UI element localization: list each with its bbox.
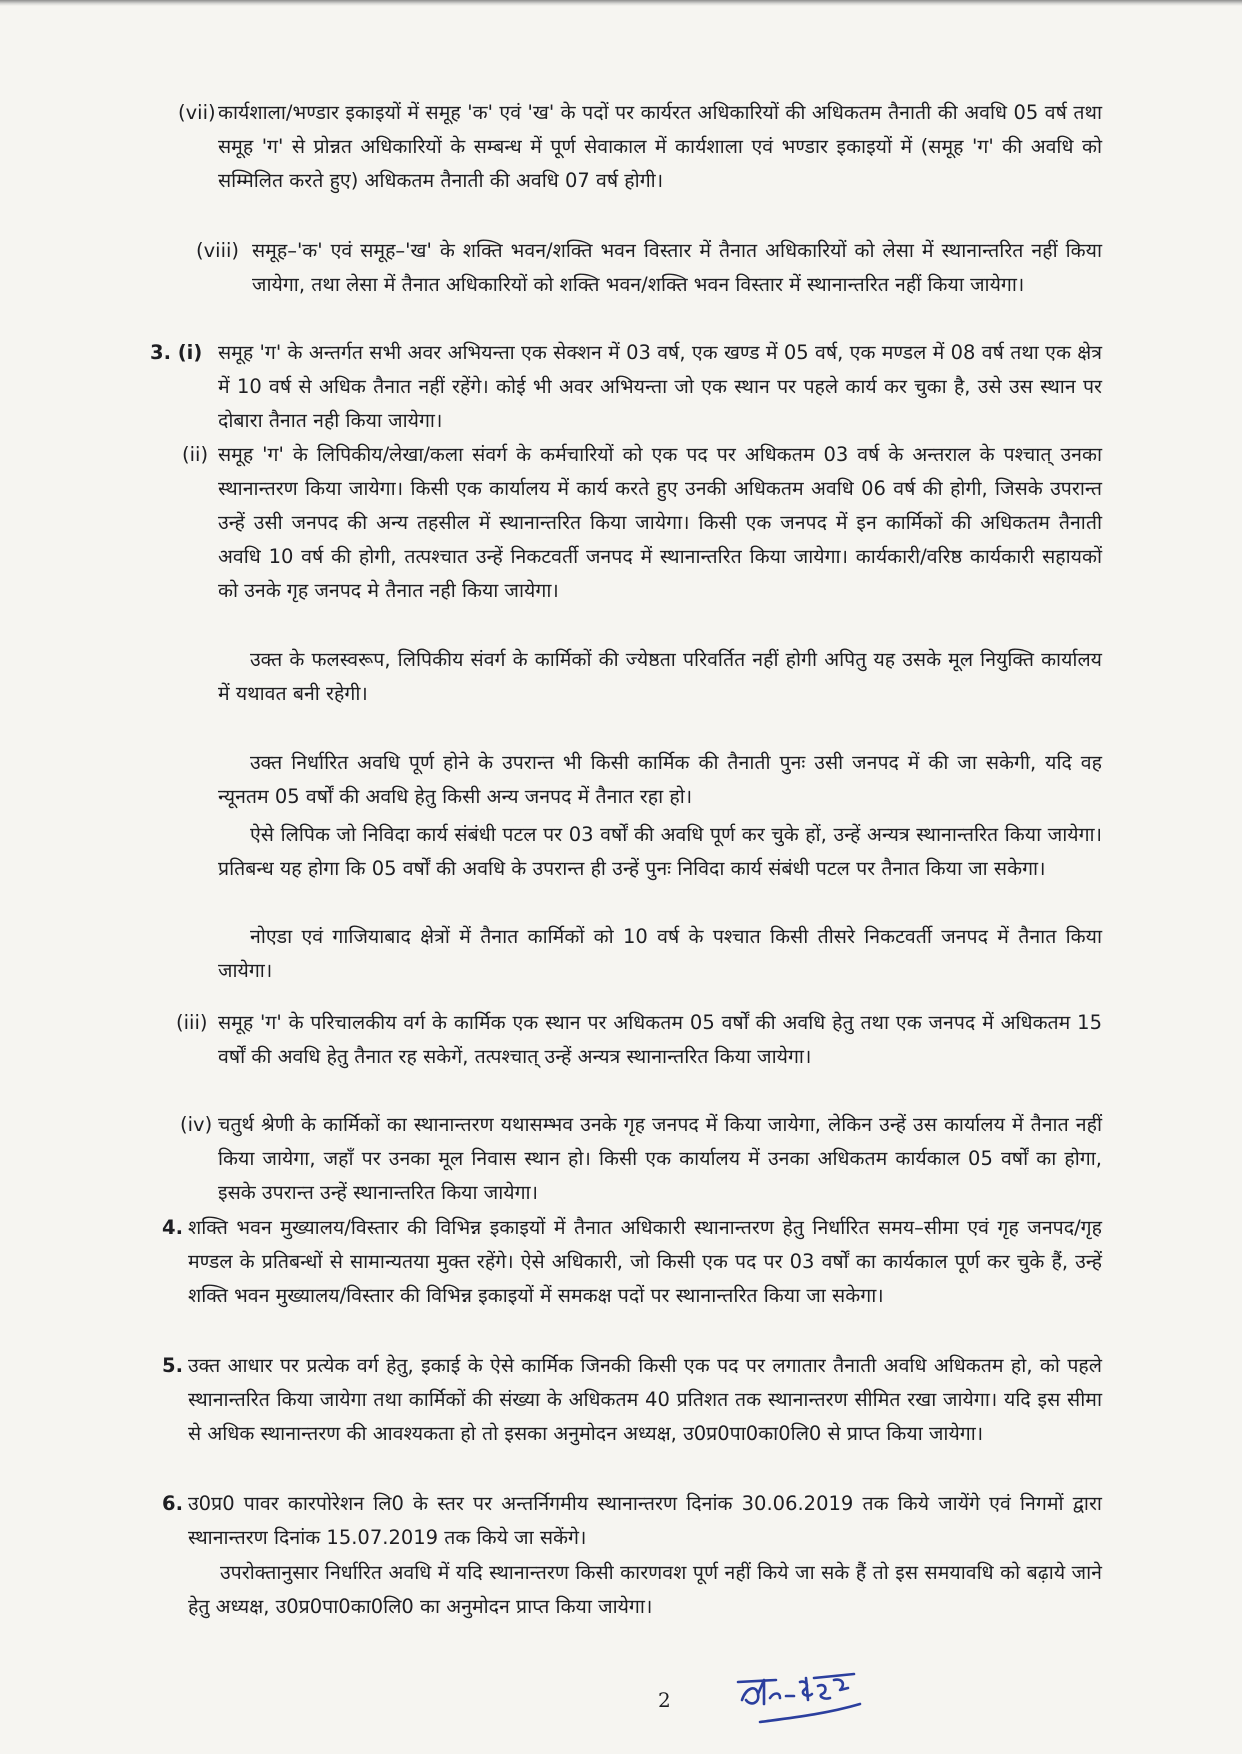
clause-text: चतुर्थ श्रेणी के कार्मिकों का स्थानान्तरण यथासम्भव उनके गृह जनपद में किया जायेगा, लेकिन उन्हें उस कार्यालय में तैनात नहीं किया जायेगा, जहाँ पर उनका मूल निवास स्थान हो। किसी एक कार्यालय में उनका अधिकतम कार्यकाल 05 वर्षों का होगा, इसके उपरान्त उन्हें स्थानान्तरित किया जायेगा। — [218, 1113, 1102, 1204]
page-number: 2 — [658, 1688, 671, 1712]
clause-marker: (iii) — [176, 1011, 208, 1034]
clause-marker: (iv) — [180, 1113, 213, 1136]
clause-5 — [162, 1349, 1102, 1451]
clause-marker: 4. — [162, 1216, 183, 1239]
clause-text: समूह 'ग' के लिपिकीय/लेखा/कला संवर्ग के कर्मचारियों को एक पद पर अधिकतम 03 वर्ष के अन्तराल के पश्चात् उनका स्थानान्तरण किया जायेगा। किसी एक कार्यालय में कार्य करते हुए उनकी अधिकतम अवधि 06 वर्ष की होगी, जिसके उपरान्त उन्हें उसी जनपद की अन्य तहसील में स्थानान्तरित किया जायेगा। किसी एक जनपद में इन कार्मिकों की अधिकतम तैनाती अवधि 10 वर्ष की होगी, तत्पश्चात उन्हें निकटवर्ती जनपद में स्थानान्तरित किया जायेगा। कार्यकारी/वरिष्ठ कार्यकारी सहायकों को उनके गृह जनपद मे तैनात नही किया जायेगा। — [218, 443, 1102, 602]
clause-3-iv — [180, 1108, 1102, 1210]
clause-viii — [196, 234, 1102, 302]
clause-text: शक्ति भवन मुख्यालय/विस्तार की विभिन्न इकाइयों में तैनात अधिकारी स्थानान्तरण हेतु निर्धारित समय–सीमा एवं गृह जनपद/गृह मण्डल के प्रतिबन्धों से सामान्यतया मुक्त रहेंगे। ऐसे अधिकारी, जो किसी एक पद पर 03 वर्षों का कार्यकाल पूर्ण कर चुके हैं, उन्हें शक्ति भवन मुख्यालय/विस्तार की विभिन्न इकाइयों में समकक्ष पदों पर स्थानान्तरित किया जा सकेगा। — [188, 1216, 1102, 1307]
clause-text: उ0प्र0 पावर कारपोरेशन लि0 के स्तर पर अन्तर्निगमीय स्थानान्तरण दिनांक 30.06.2019 तक किये जायेंगे एवं निगमों द्वारा स्थानान्तरण दिनांक 15.07.2019 तक किये जा सकेंगे। — [188, 1492, 1102, 1549]
clause-text: कार्यशाला/भण्डार इकाइयों में समूह 'क' एवं 'ख' के पदों पर कार्यरत अधिकारियों की अधिकतम तैनाती की अवधि 05 वर्ष तथा समूह 'ग' से प्रोन्नत अधिकारियों के सम्बन्ध में पूर्ण सेवाकाल में कार्यशाला एवं भण्डार इकाइयों में (समूह 'ग' की अवधि को सम्मिलित करते हुए) अधिकतम तैनाती की अवधि 07 वर्ष होगी। — [218, 101, 1102, 192]
clause-text: समूह 'ग' के परिचालकीय वर्ग के कार्मिक एक स्थान पर अधिकतम 05 वर्षों की अवधि हेतु तथा एक जनपद में अधिकतम 15 वर्षों की अवधि हेतु तैनात रह सकेगें, तत्पश्चात् उन्हें अन्यत्र स्थानान्तरित किया जायेगा। — [218, 1011, 1102, 1068]
paragraph-seniority: उक्त के फलस्वरूप, लिपिकीय संवर्ग के कार्मिकों की ज्येष्ठता परिवर्तित नहीं होगी अपितु यह उसके मूल नियुक्ति कार्यालय में यथावत बनी रहेगी। — [218, 648, 1102, 705]
clause-marker: (ii) — [182, 443, 209, 466]
clause-6 — [162, 1487, 1102, 1555]
clause-vii — [178, 96, 1102, 198]
paragraph-tender-clerks: ऐसे लिपिक जो निविदा कार्य संबंधी पटल पर 03 वर्षों की अवधि पूर्ण कर चुके हों, उन्हें अन्यत्र स्थानान्तरित किया जायेगा। प्रतिबन्ध यह होगा कि 05 वर्षों की अवधि के उपरान्त ही उन्हें पुनः निविदा कार्य संबंधी पटल पर तैनात किया जा सकेगा। — [218, 823, 1102, 880]
clause-3-iii — [176, 1006, 1102, 1074]
clause-4 — [162, 1211, 1102, 1313]
clause-marker: 6. — [162, 1492, 183, 1515]
paragraph-reposting: उक्त निर्धारित अवधि पूर्ण होने के उपरान्त भी किसी कार्मिक की तैनाती पुनः उसी जनपद में की जा सकेगी, यदि वह न्यूनतम 05 वर्षों की अवधि हेतु किसी अन्य जनपद में तैनात रहा हो। — [218, 751, 1102, 808]
clause-marker: (vii) — [178, 101, 216, 124]
handwritten-signature — [730, 1660, 880, 1735]
clause-3-i — [150, 336, 1102, 438]
paragraph-extension: उपरोक्तानुसार निर्धारित अवधि में यदि स्थानान्तरण किसी कारणवश पूर्ण नहीं किये जा सके हैं तो इस समयावधि को बढ़ाये जाने हेतु अध्यक्ष, उ0प्र0पा0का0लि0 का अनुमोदन प्राप्त किया जायेगा। — [188, 1561, 1102, 1618]
clause-marker: 3. (i) — [150, 341, 203, 364]
clause-text: उक्त आधार पर प्रत्येक वर्ग हेतु, इकाई के ऐसे कार्मिक जिनकी किसी एक पद पर लगातार तैनाती अवधि अधिकतम हो, को पहले स्थानान्तरित किया जायेगा तथा कार्मिकों की संख्या के अधिकतम 40 प्रतिशत तक स्थानान्तरण सीमित रखा जायेगा। यदि इस सीमा से अधिक स्थानान्तरण की आवश्यकता हो तो इसका अनुमोदन अध्यक्ष, उ0प्र0पा0का0लि0 से प्राप्त किया जायेगा। — [188, 1354, 1102, 1445]
clause-marker: (viii) — [196, 239, 240, 262]
paragraph-noida-ghaziabad: नोएडा एवं गाजियाबाद क्षेत्रों में तैनात कार्मिकों को 10 वर्ष के पश्चात किसी तीसरे निकटवर्ती जनपद में तैनात किया जायेगा। — [218, 925, 1102, 982]
clause-text: समूह–'क' एवं समूह–'ख' के शक्ति भवन/शक्ति भवन विस्तार में तैनात अधिकारियों को लेसा में स्थानान्तरित नहीं किया जायेगा, तथा लेसा में तैनात अधिकारियों को शक्ति भवन/शक्ति भवन विस्तार में स्थानान्तरित नहीं किया जायेगा। — [252, 239, 1102, 296]
clause-text: समूह 'ग' के अन्तर्गत सभी अवर अभियन्ता एक सेक्शन में 03 वर्ष, एक खण्ड में 05 वर्ष, एक मण्डल में 08 वर्ष तथा एक क्षेत्र में 10 वर्ष से अधिक तैनात नहीं रहेंगे। कोई भी अवर अभियन्ता जो एक स्थान पर पहले कार्य कर चुका है, उसे उस स्थान पर दोबारा तैनात नही किया जायेगा। — [218, 341, 1102, 432]
clause-marker: 5. — [162, 1354, 183, 1377]
clause-3-ii — [182, 438, 1102, 608]
